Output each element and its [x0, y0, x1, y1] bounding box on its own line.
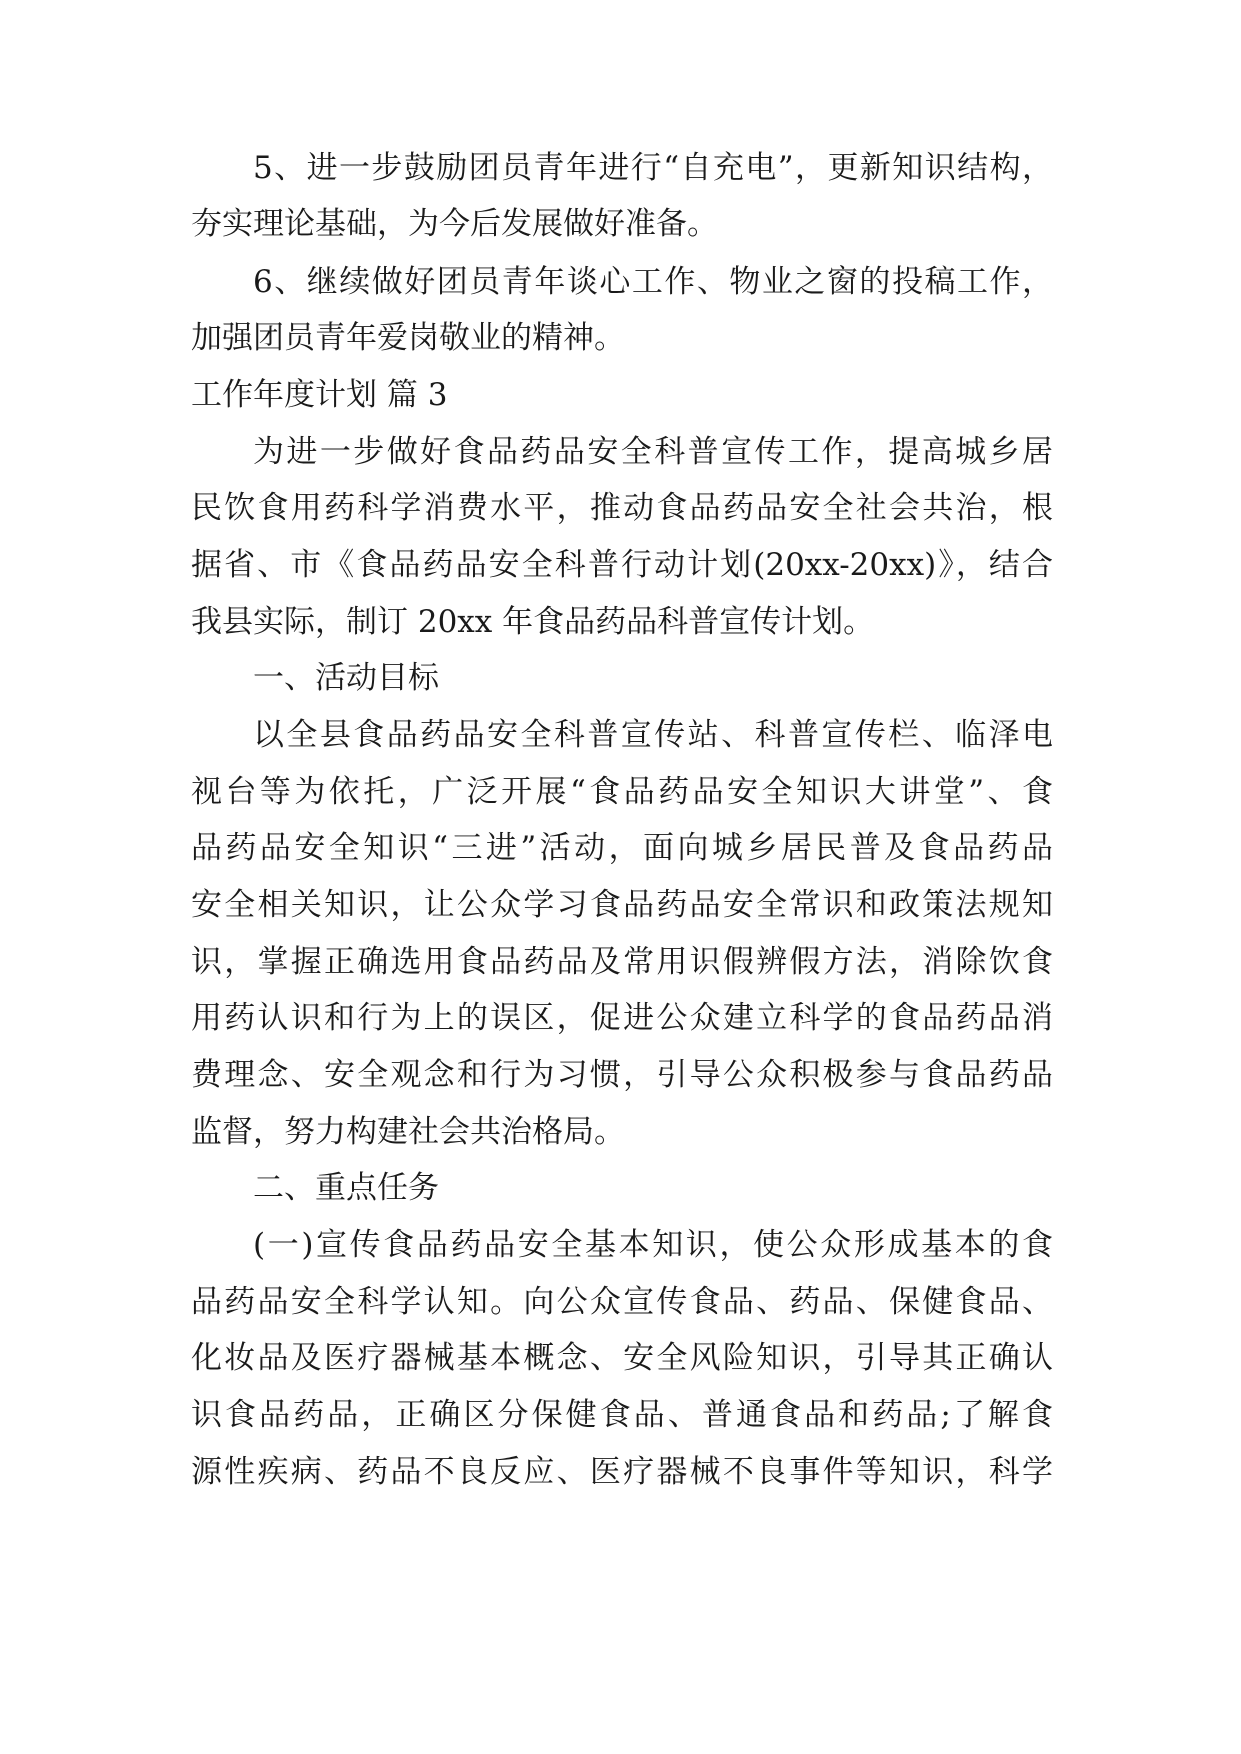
paragraph-line: 民饮食用药科学消费水平，推动食品药品安全社会共治，根: [191, 490, 1053, 526]
paragraph-line: 用药认识和行为上的误区，促进公众建立科学的食品药品消: [191, 1000, 1053, 1036]
paragraph-line: 费理念、安全观念和行为习惯，引导公众积极参与食品药品: [191, 1057, 1053, 1093]
paragraph-line: 识，掌握正确选用食品药品及常用识假辨假方法，消除饮食: [191, 944, 1053, 980]
paragraph-line: 化妆品及医疗器械基本概念、安全风险知识，引导其正确认: [191, 1340, 1053, 1376]
paragraph-line: 视台等为依托，广泛开展“食品药品安全知识大讲堂”、食: [191, 774, 1053, 810]
paragraph-line: 品药品安全科学认知。向公众宣传食品、药品、保健食品、: [191, 1284, 1053, 1320]
paragraph-line: 据省、市《食品药品安全科普行动计划(20xx-20xx)》，结合: [191, 547, 1053, 583]
paragraph-line: 为进一步做好食品药品安全科普宣传工作，提高城乡居: [253, 434, 1053, 470]
paragraph-line: 6、继续做好团员青年谈心工作、物业之窗的投稿工作，: [253, 264, 1053, 300]
paragraph-line: 品药品安全知识“三进”活动，面向城乡居民普及食品药品: [191, 830, 1053, 866]
paragraph-line: 以全县食品药品安全科普宣传站、科普宣传栏、临泽电: [253, 717, 1053, 753]
subheading: 二、重点任务: [253, 1170, 439, 1206]
paragraph-line: 我县实际，制订 20xx 年食品药品科普宣传计划。: [191, 604, 875, 640]
paragraph-line: (一)宣传食品药品安全基本知识，使公众形成基本的食: [253, 1227, 1053, 1263]
paragraph-line: 监督，努力构建社会共治格局。: [191, 1114, 625, 1150]
paragraph-line: 加强团员青年爱岗敬业的精神。: [191, 320, 625, 356]
subheading: 一、活动目标: [253, 660, 439, 696]
paragraph-line: 5、进一步鼓励团员青年进行“自充电”，更新知识结构，: [253, 150, 1053, 186]
paragraph-line: 源性疾病、药品不良反应、医疗器械不良事件等知识，科学: [191, 1454, 1053, 1490]
paragraph-line: 安全相关知识，让公众学习食品药品安全常识和政策法规知: [191, 887, 1053, 923]
paragraph-line: 夯实理论基础，为今后发展做好准备。: [191, 206, 718, 242]
paragraph-line: 识食品药品，正确区分保健食品、普通食品和药品;了解食: [191, 1397, 1053, 1433]
section-heading: 工作年度计划 篇 3: [191, 377, 448, 413]
